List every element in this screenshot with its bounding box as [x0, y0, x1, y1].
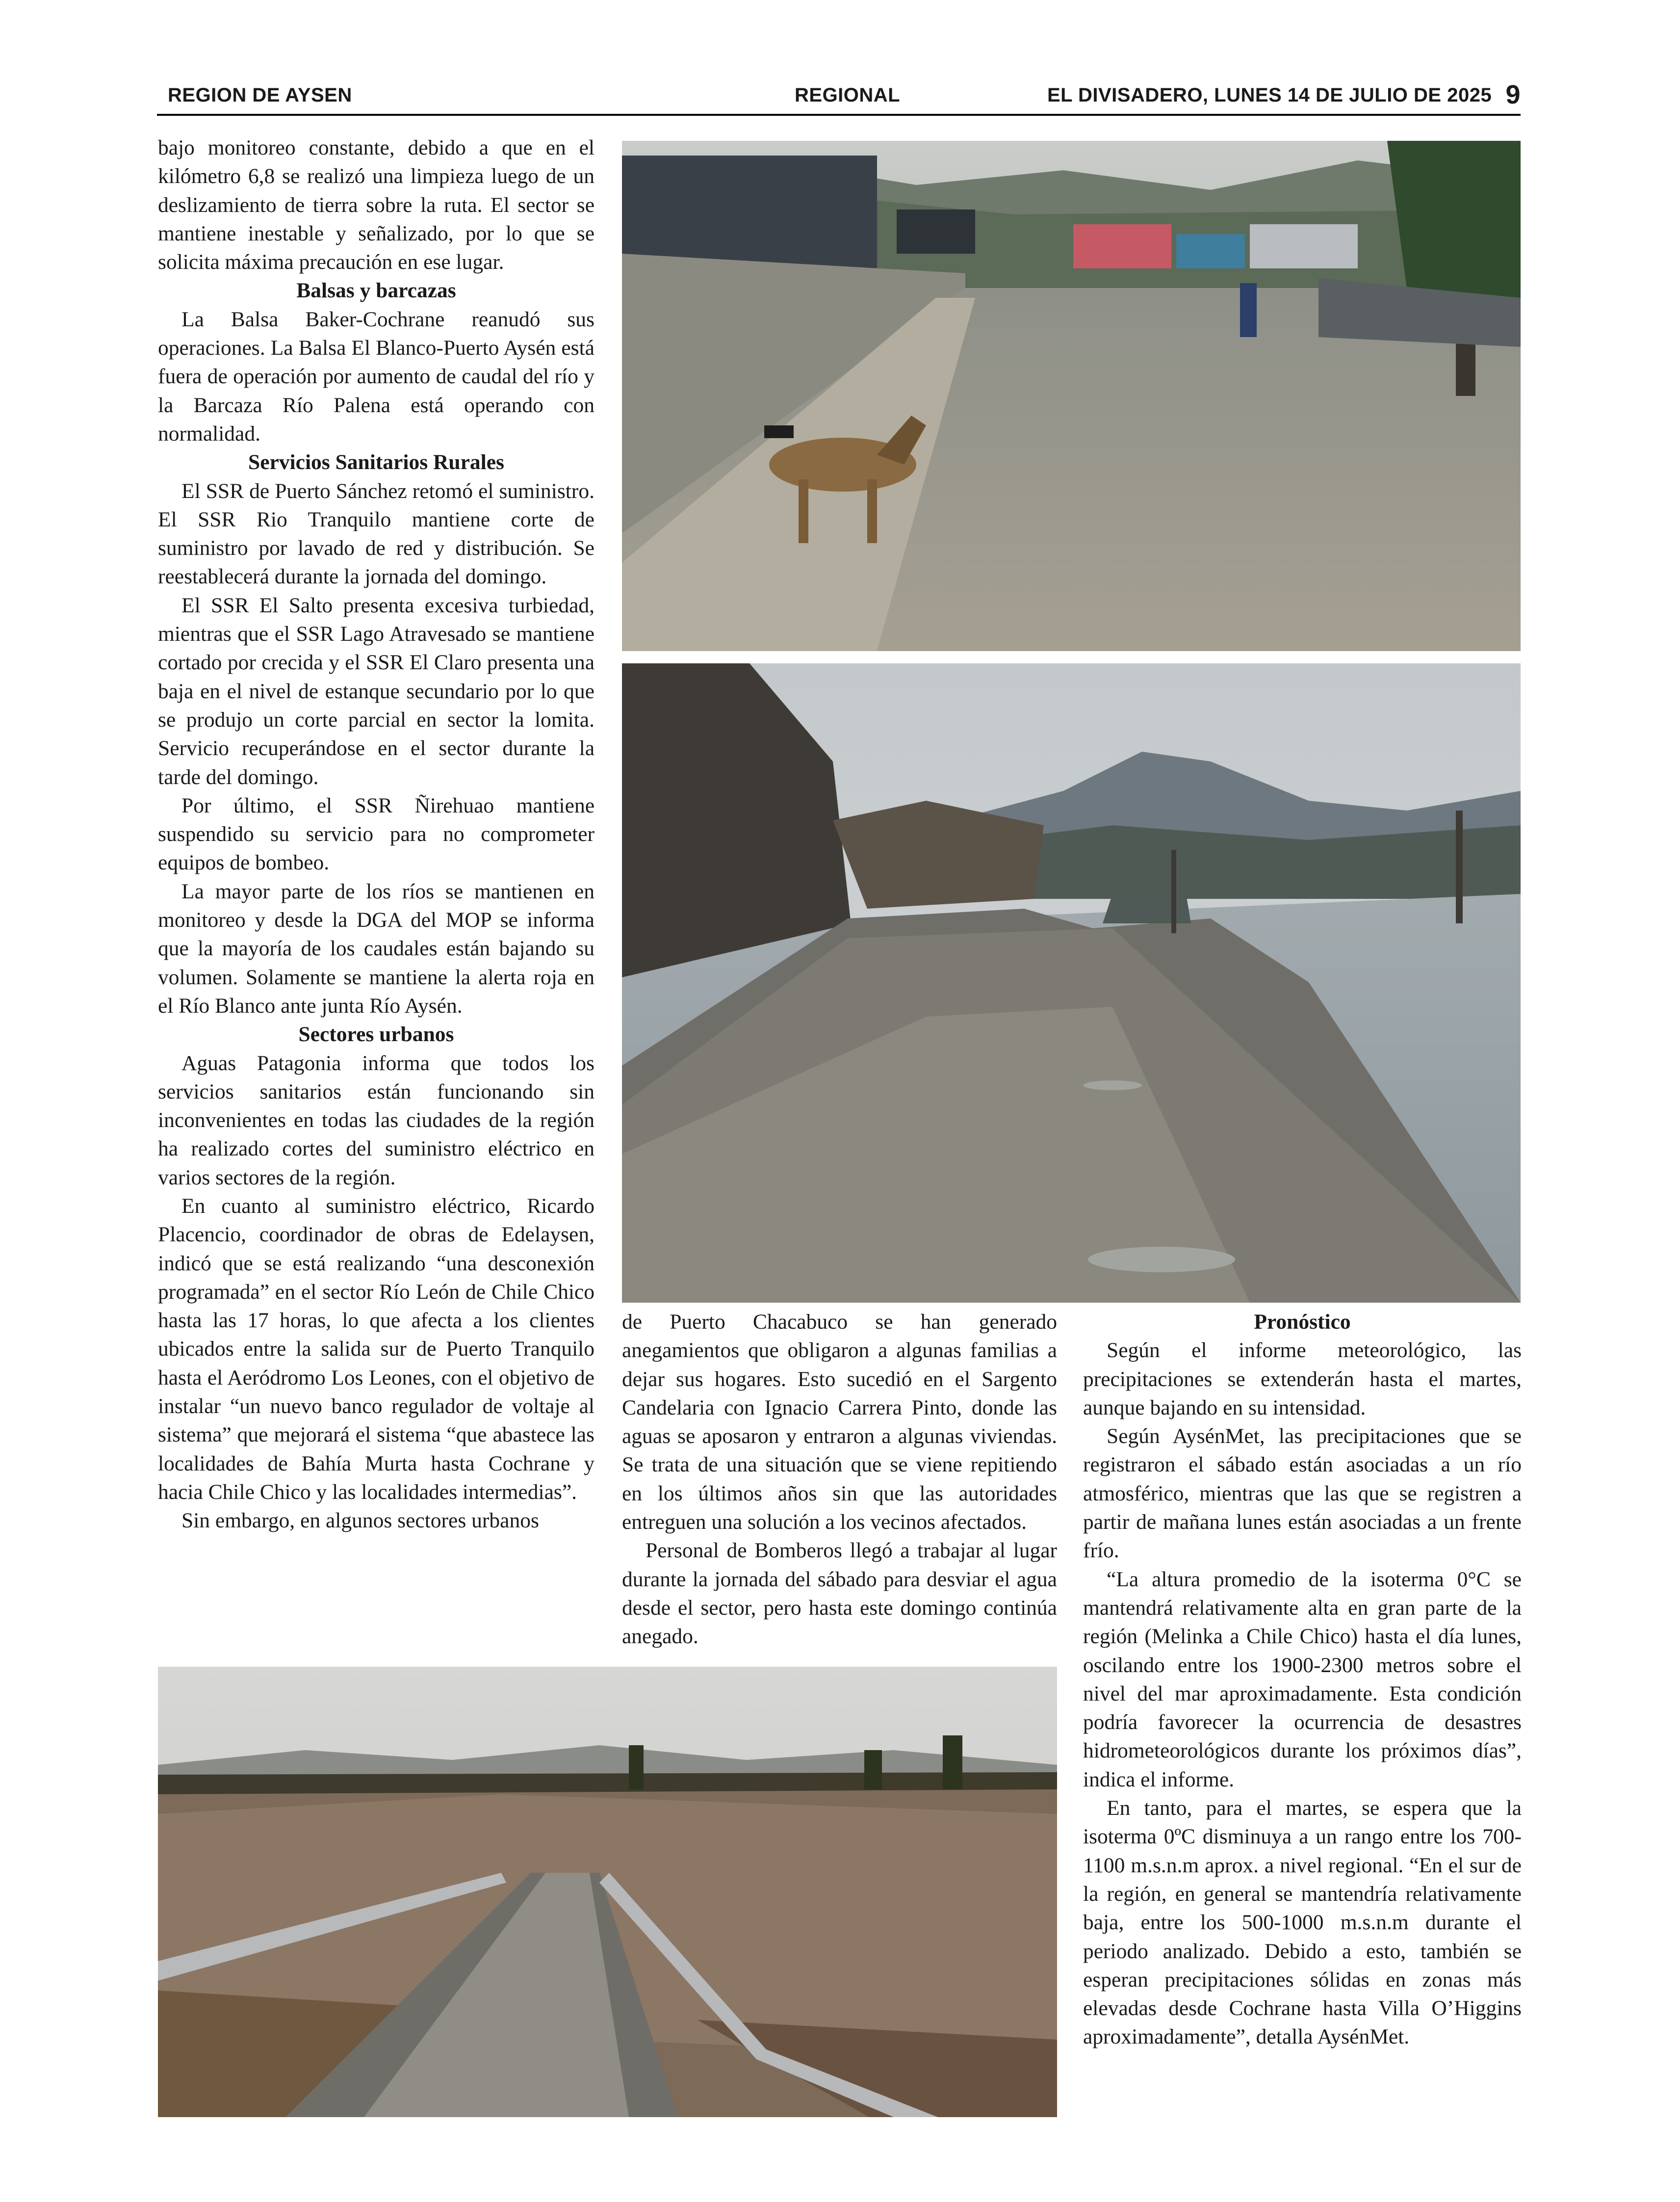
gravel-road-image — [622, 663, 1521, 1303]
section-name: REGION DE AYSEN — [168, 84, 352, 106]
page-number: 9 — [1505, 80, 1521, 109]
subheading-pronostico: Pronóstico — [1254, 1310, 1351, 1334]
flooded-bridge-image — [158, 1667, 1057, 2117]
paragraph: Según AysénMet, las precipitaciones que se registraron el sábado están asociadas a un río atmosférico, mientras que las que se registren a partir de mañana lunes están asociadas a un frente frío. — [1083, 1424, 1522, 1563]
paragraph: Aguas Patagonia informa que todos los servicios sanitarios están funcionando sin inconvenientes en todas las ciudades de la región ha realizado cortes del suministro eléctrico en varios sectores de la región. — [158, 1051, 594, 1189]
subheading-servicios-sanitarios: Servicios Sanitarios Rurales — [248, 450, 504, 474]
subheading-balsas: Balsas y barcazas — [296, 279, 456, 303]
category-label: REGIONAL — [795, 84, 901, 106]
flooded-street-image — [622, 141, 1521, 651]
paragraph: Personal de Bomberos llegó a trabajar al lugar durante la jornada del sábado para desviar el agua desde el sector, pero hasta este domingo continúa anegado. — [622, 1539, 1057, 1649]
paragraph: “La altura promedio de la isoterma 0°C se mantendrá relativamente alta en gran parte de la región (Melinka a Chile Chico) hasta el día lunes, oscilando entre los 1900-2300 metros sobre el nivel del mar aproximadamente. Esta condición podría favorecer la ocurrencia de desastres hidrometeorológicos durante los próximos días”, indica el informe. — [1083, 1567, 1522, 1791]
paragraph: La mayor parte de los ríos se mantienen en monitoreo y desde la DGA del MOP se informa que la mayoría de los caudales están bajando su volumen. Solamente se mantiene la alerta roja en el Río Blanco ante junta Río Aysén. — [158, 879, 594, 1018]
paragraph: El SSR El Salto presenta excesiva turbiedad, mientras que el SSR Lago Atravesado se mantiene cortado por crecida y el SSR El Claro presenta una baja en el nivel de estanque secundario por lo que se produjo un corte parcial en sector la lomita. Servicio recuperándose en el sector durante la tarde del domingo. — [158, 593, 594, 789]
article-column-3 — [1083, 1308, 1522, 2051]
paragraph: En tanto, para el martes, se espera que la isoterma 0ºC disminuya a un rango entre los 700-1100 m.s.n.m aprox. a nivel regional. “En el sur de la región, en general se mantendría relativamente baja, entre los 500-1000 m.s.n.m durante el periodo analizado. Debido a esto, también se esperan precipitaciones sólidas en zonas más elevadas desde Cochrane hasta Villa O’Higgins aproximadamente”, detalla AysénMet. — [1083, 1796, 1522, 2049]
paragraph: Según el informe meteorológico, las precipitaciones se extenderán hasta el martes, aunque bajando en su intensidad. — [1083, 1338, 1522, 1419]
paragraph: bajo monitoreo constante, debido a que en el kilómetro 6,8 se realizó una limpieza luego de un deslizamiento de tierra sobre la ruta. El sector se mantiene inestable y señalizado, por lo que se solicita máxima precaución en ese lugar. — [158, 136, 594, 274]
photo-dog-on-flooded-street — [622, 141, 1521, 651]
photo-flooded-road-guardrails — [158, 1667, 1057, 2117]
paragraph: En cuanto al suministro eléctrico, Ricardo Placencio, coordinador de obras de Edelaysen, indicó que se está realizando “una desconexión programada” en el sector Río León de Chile Chico hasta las 17 horas, lo que afecta a los clientes ubicados entre la salida sur de Puerto Tranquilo hasta el Aeródromo Los Leones, con el objetivo de instalar “un nuevo banco regulador de voltaje al sistema” que mejorará el sistema “que abastece las localidades de Bahía Murta hasta Cochrane y hacia Chile Chico y las localidades intermedias”. — [158, 1194, 594, 1504]
publication-dateline: EL DIVISADERO, LUNES 14 DE JULIO DE 2025 — [1047, 84, 1492, 106]
paragraph: Por último, el SSR Ñirehuao mantiene suspendido su servicio para no comprometer equipos de bombeo. — [158, 793, 594, 875]
article-column-1 — [158, 133, 594, 1535]
page-header — [157, 80, 1521, 118]
article-column-2 — [622, 1308, 1057, 1651]
subheading-sectores-urbanos: Sectores urbanos — [298, 1022, 454, 1047]
paragraph: de Puerto Chacabuco se han generado anegamientos que obligaron a algunas familias a dejar sus hogares. Esto sucedió en el Sargento Candelaria con Ignacio Carrera Pinto, donde las aguas se aposaron y entraron a algunas viviendas. Se trata de una situación que se viene repitiendo en los últimos años sin que las autoridades entreguen una solución a los vecinos afectados. — [622, 1310, 1057, 1534]
photo-flooded-gravel-road — [622, 663, 1521, 1303]
paragraph: El SSR de Puerto Sánchez retomó el suministro. El SSR Rio Tranquilo mantiene corte de suministro por lavado de red y distribución. Se reestablecerá durante la jornada del domingo. — [158, 479, 594, 589]
header-rule — [157, 114, 1521, 116]
paragraph: Sin embargo, en algunos sectores urbanos — [181, 1509, 539, 1533]
paragraph: La Balsa Baker-Cochrane reanudó sus operaciones. La Balsa El Blanco-Puerto Aysén está fuera de operación por aumento de caudal del río y la Barcaza Río Palena está operando con normalidad. — [158, 307, 594, 446]
